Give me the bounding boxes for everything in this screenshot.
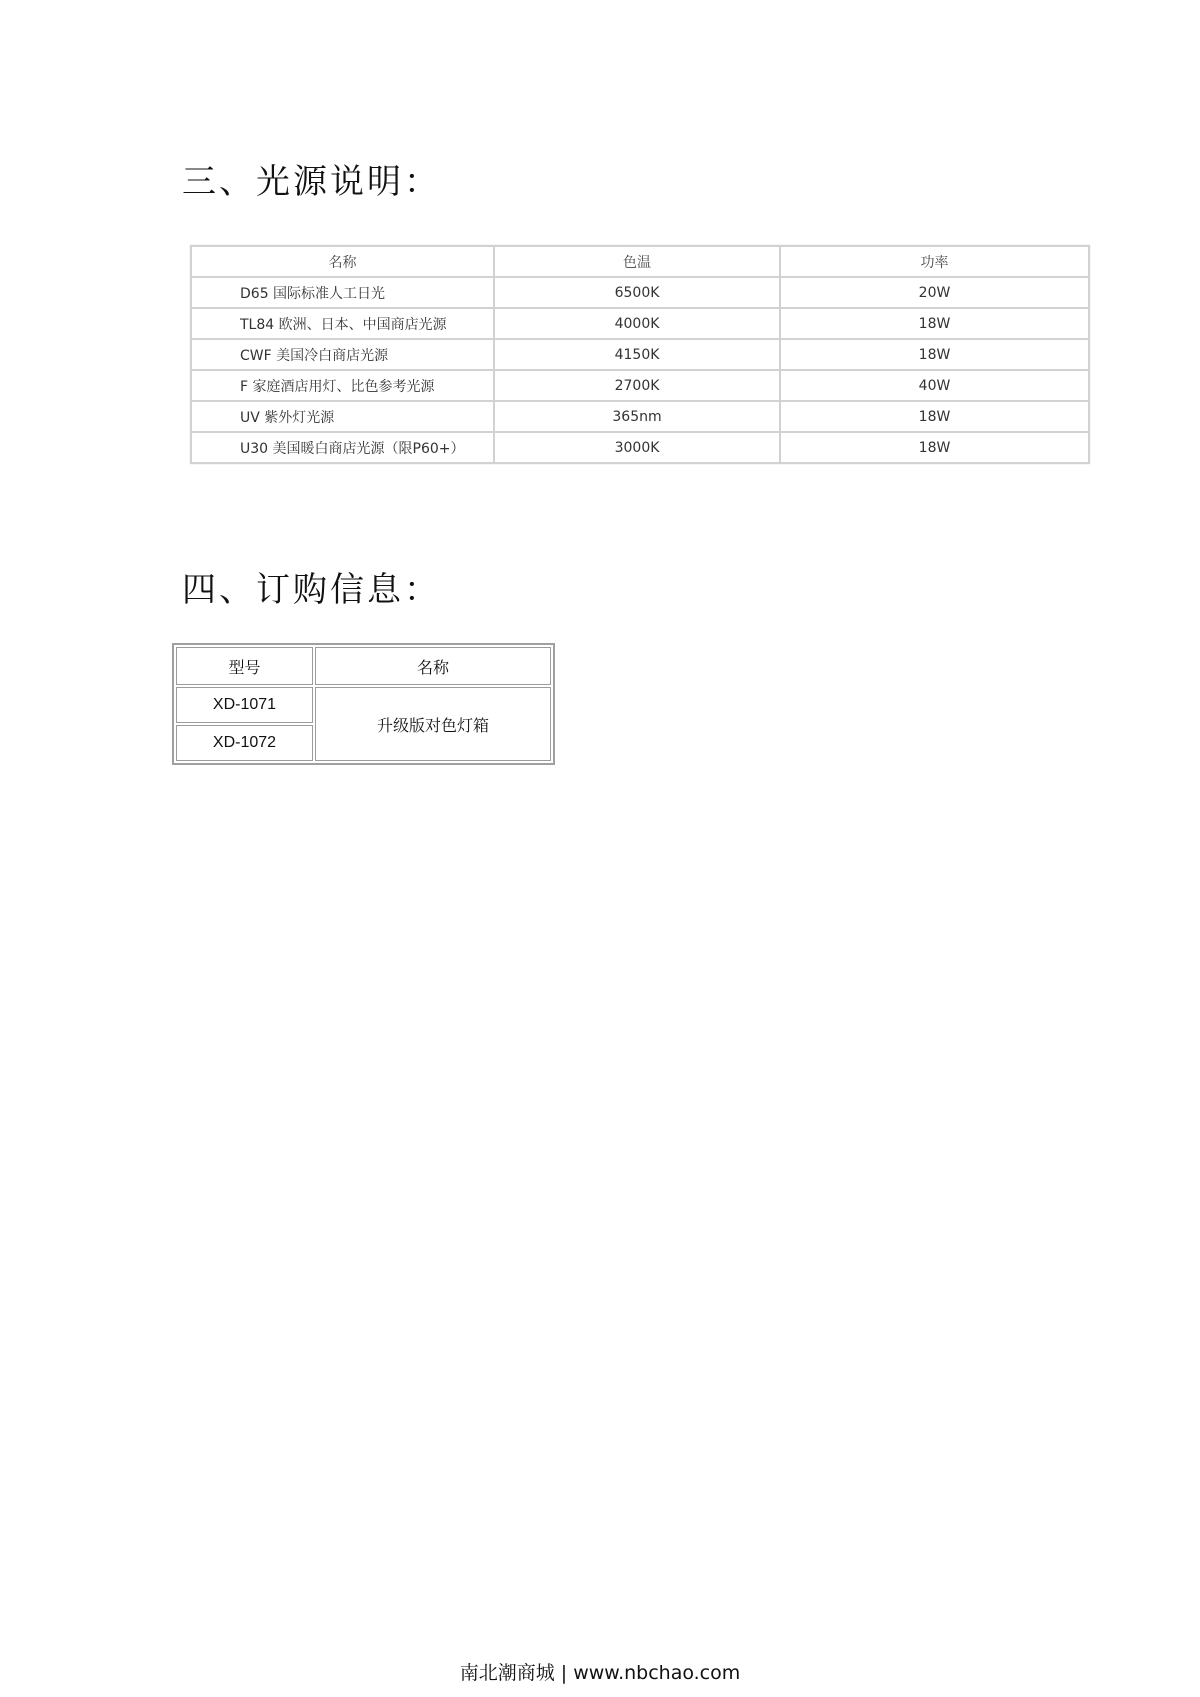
model-number: XD-1072 (176, 725, 313, 761)
light-power: 18W (780, 308, 1089, 339)
header-color-temperature: 色温 (494, 246, 780, 277)
light-power: 20W (780, 277, 1089, 308)
header-power: 功率 (780, 246, 1089, 277)
light-power: 18W (780, 339, 1089, 370)
light-name: CWF 美国冷白商店光源 (191, 339, 494, 370)
table-row (191, 370, 1089, 401)
header-name: 名称 (315, 647, 551, 685)
section-3-heading: 三、光源说明： (182, 162, 441, 202)
light-power: 18W (780, 432, 1089, 463)
light-source-table (190, 245, 1090, 464)
light-name: TL84 欧洲、日本、中国商店光源 (191, 308, 494, 339)
table-row (191, 432, 1089, 463)
light-name: U30 美国暖白商店光源（限P60+） (191, 432, 494, 463)
table-row (191, 308, 1089, 339)
table-row (191, 401, 1089, 432)
order-info-table (172, 643, 555, 765)
light-temp: 4150K (494, 339, 780, 370)
table-row (176, 687, 551, 723)
light-temp: 4000K (494, 308, 780, 339)
light-name: F 家庭酒店用灯、比色参考光源 (191, 370, 494, 401)
product-name: 升级版对色灯箱 (315, 687, 551, 761)
light-name: D65 国际标准人工日光 (191, 277, 494, 308)
light-temp: 2700K (494, 370, 780, 401)
model-number: XD-1071 (176, 687, 313, 723)
table-header-row (176, 647, 551, 685)
table-row (191, 277, 1089, 308)
table-row (191, 339, 1089, 370)
page-footer: 南北潮商城 | www.nbchao.com (459, 1662, 741, 1684)
header-name: 名称 (191, 246, 494, 277)
table-header-row (191, 246, 1089, 277)
light-temp: 365nm (494, 401, 780, 432)
light-power: 18W (780, 401, 1089, 432)
header-model: 型号 (176, 647, 313, 685)
section-4-heading: 四、订购信息： (182, 570, 441, 610)
light-temp: 6500K (494, 277, 780, 308)
light-power: 40W (780, 370, 1089, 401)
light-name: UV 紫外灯光源 (191, 401, 494, 432)
light-temp: 3000K (494, 432, 780, 463)
